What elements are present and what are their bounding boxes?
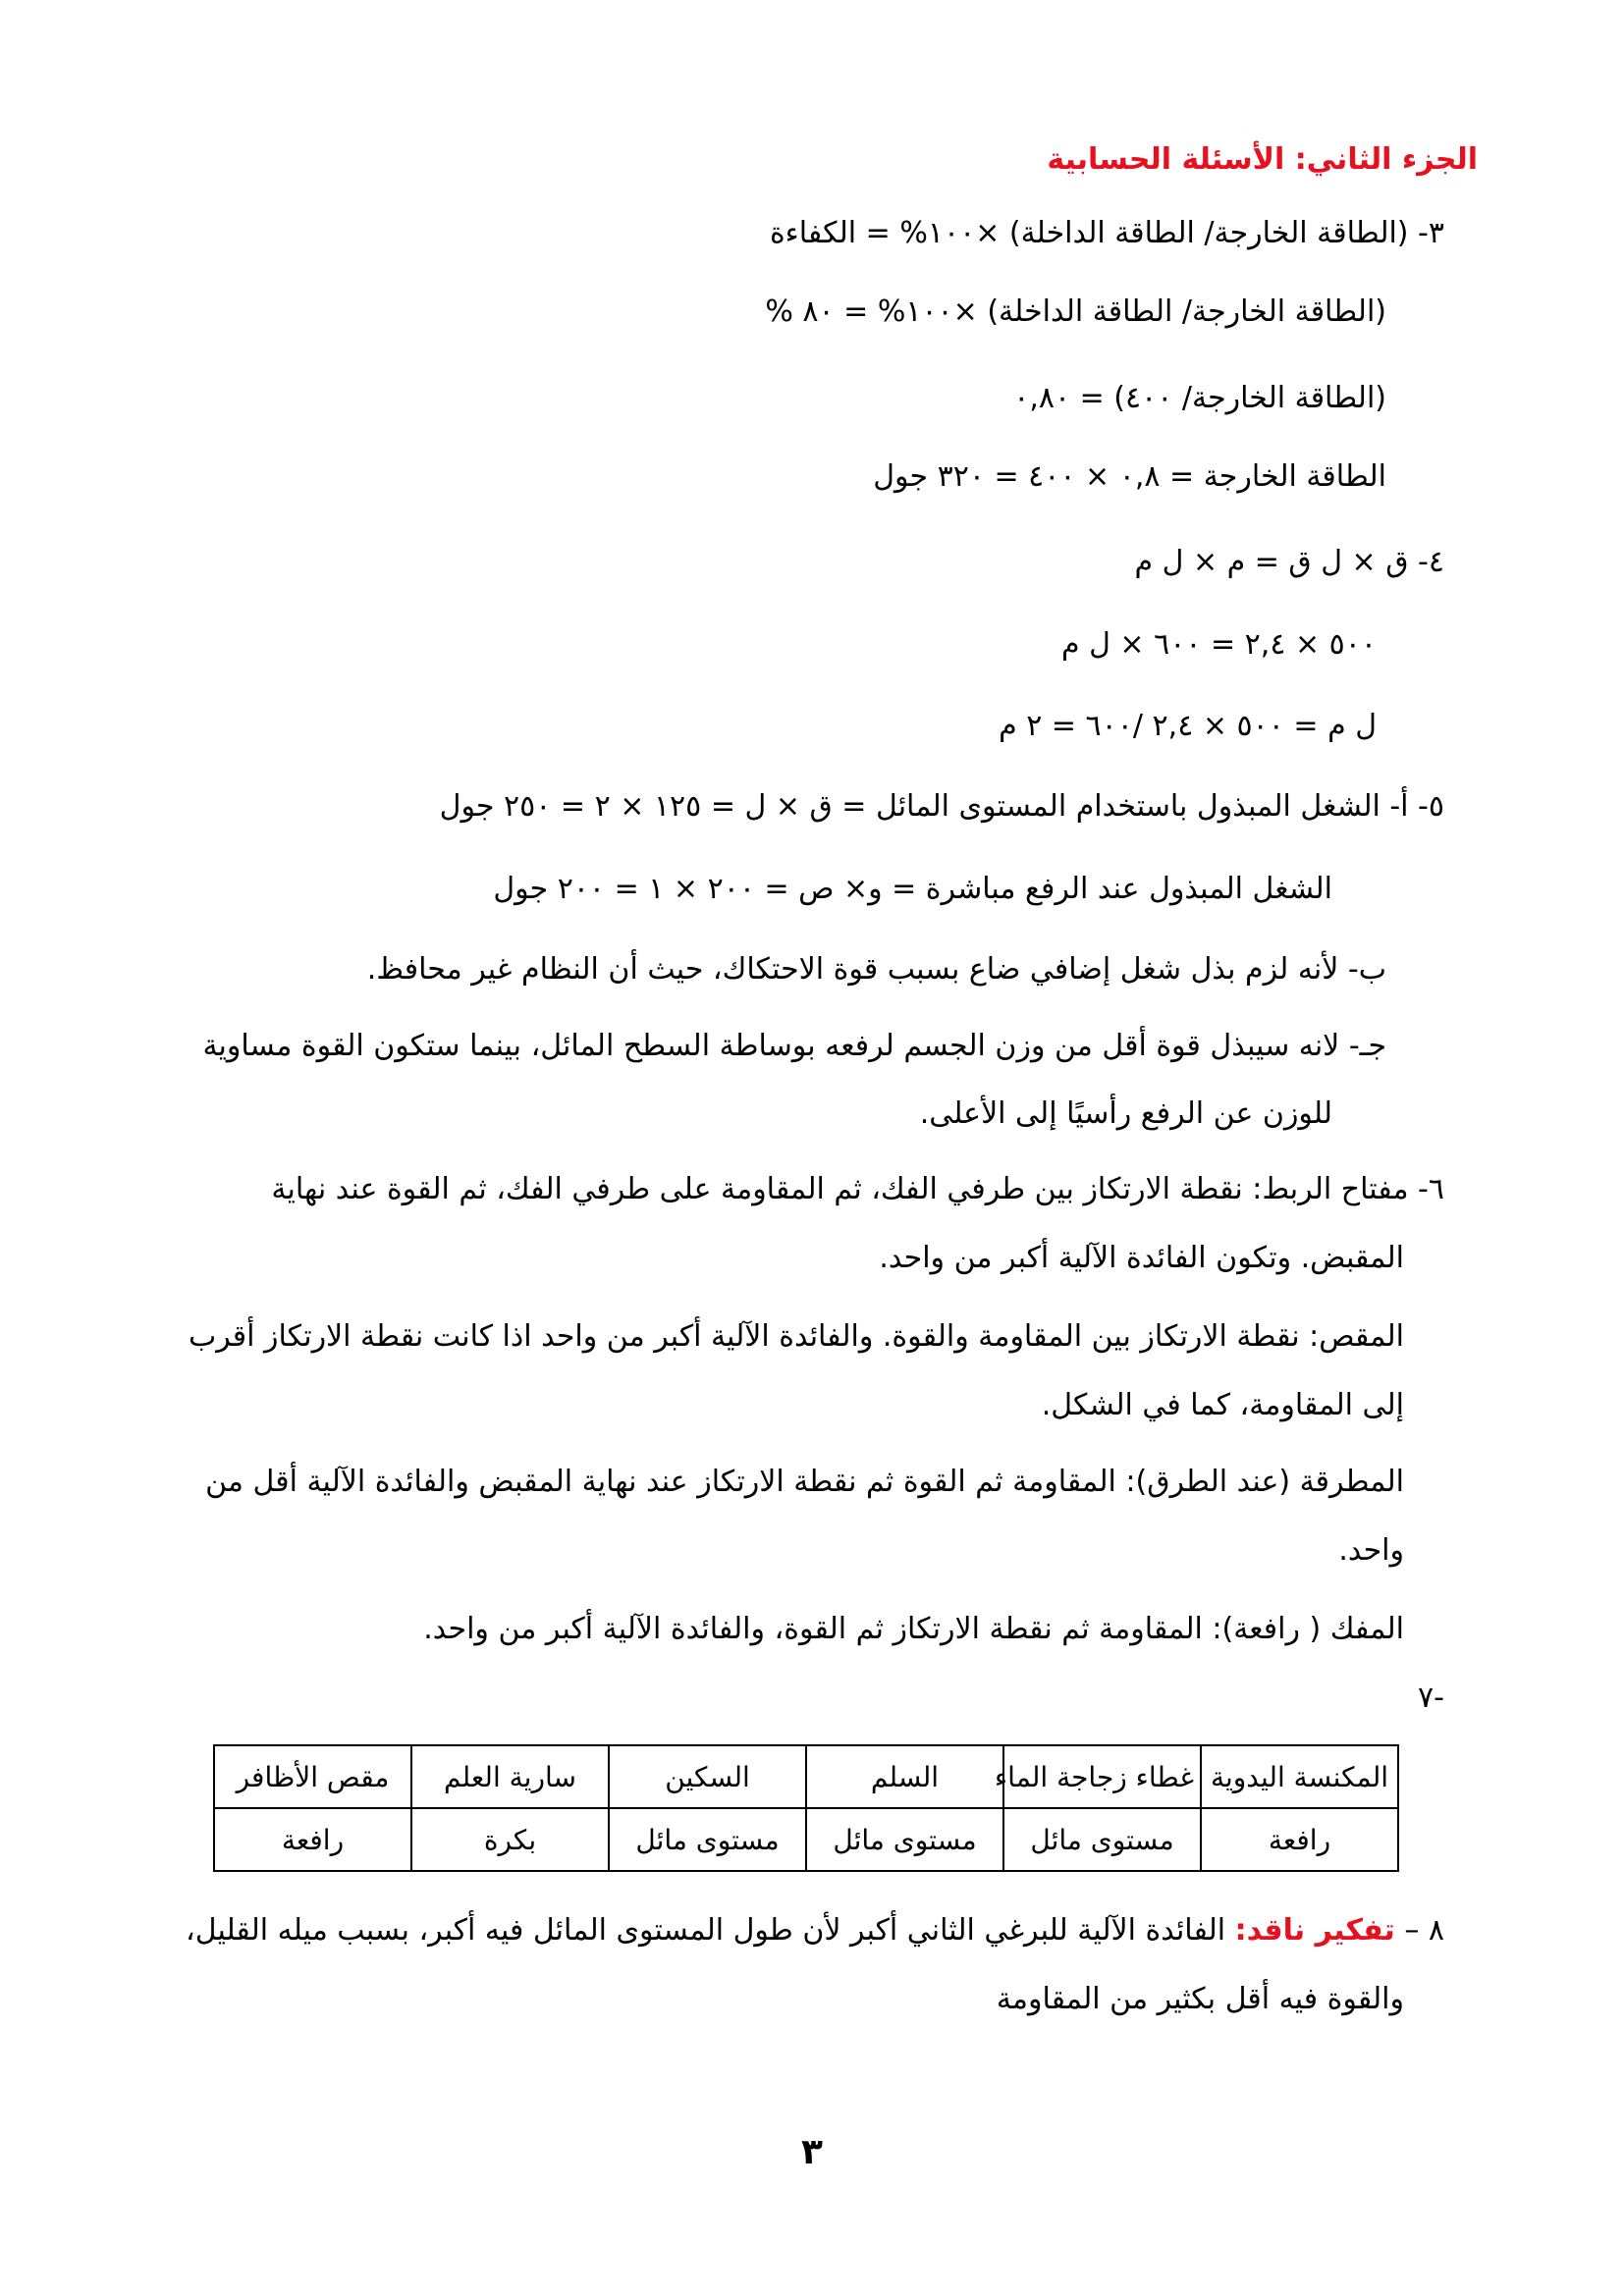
answer-3-line-3: (الطاقة الخارجة/ ٤٠٠) = ٠,٨٠ [1013,381,1386,415]
table-cell: غطاء زجاجة الماء [1003,1745,1201,1808]
section-heading: الجزء الثاني: الأسئلة الحسابية [1047,142,1478,177]
table-cell: سارية العلم [411,1745,609,1808]
answer-6-scissors-line-2: إلى المقاومة، كما في الشكل. [1041,1388,1404,1422]
table-cell: رافعة [214,1808,411,1871]
table-cell: مستوى مائل [609,1808,806,1871]
answer-8-prefix: ٨ – [1394,1913,1444,1948]
answer-6-hammer-line-1: المطرقة (عند الطرق): المقاومة ثم القوة ثم نقطة الارتكاز عند نهاية المقبض والفائدة الآلية أقل من [205,1465,1404,1499]
table-header-row [214,1745,1398,1808]
table-cell: مستوى مائل [806,1808,1003,1871]
page-number: ٣ [801,2132,823,2172]
answer-4-line-3: ل م = ٥٠٠ × ٢,٤ /٦٠٠ = ٢ م [999,709,1377,743]
answer-8-text: الفائدة الآلية للبرغي الثاني أكبر لأن طول المستوى المائل فيه أكبر، بسبب ميله القليل، [186,1913,1235,1948]
critical-thinking-label: تفكير ناقد: [1234,1913,1395,1948]
table-cell: مقص الأظافر [214,1745,411,1808]
answer-5c-line-1: جـ- لانه سيبذل قوة أقل من وزن الجسم لرفعه بوساطة السطح المائل، بينما ستكون القوة مساوية [202,1029,1386,1063]
answer-6-scissors-line-1: المقص: نقطة الارتكاز بين المقاومة والقوة. والفائدة الآلية أكبر من واحد اذا كانت نقطة الارتكاز أقرب [189,1319,1404,1354]
table-row [214,1808,1398,1871]
answer-6-hammer-line-2: واحد. [1338,1533,1404,1568]
answer-3-line-2: (الطاقة الخارجة/ الطاقة الداخلة) ×١٠٠% = ٨٠ % [765,294,1386,329]
answer-5a-line-1: ٥- أ- الشغل المبذول باستخدام المستوى المائل = ق × ل = ١٢٥ × ٢ = ٢٥٠ جول [439,789,1444,824]
answer-3-line-4: الطاقة الخارجة = ٠,٨ × ٤٠٠ = ٣٢٠ جول [873,459,1386,494]
table-cell: بكرة [411,1808,609,1871]
table-cell: مستوى مائل [1003,1808,1201,1871]
machines-table [213,1744,1399,1872]
answer-8-line-1 [186,1911,1444,1950]
table-cell: السكين [609,1745,806,1808]
answer-7-label: ٧- [1418,1681,1444,1715]
answer-4-line-1: ٤- ق × ل ق = م × ل م [1134,545,1444,579]
table-cell: المكنسة اليدوية [1201,1745,1398,1808]
answer-6-wrench-line-2: المقبض. وتكون الفائدة الآلية أكبر من واحد. [879,1241,1404,1275]
answer-5a-line-2: الشغل المبذول عند الرفع مباشرة = و× ص = ٢٠٠ × ١ = ٢٠٠ جول [493,872,1332,906]
answer-4-line-2: ٥٠٠ × ٢,٤ = ٦٠٠ × ل م [1060,627,1377,662]
answer-5c-line-2: للوزن عن الرفع رأسيًا إلى الأعلى. [919,1096,1332,1131]
table-cell: رافعة [1201,1808,1398,1871]
answer-5b: ب- لأنه لزم بذل شغل إضافي ضاع بسبب قوة الاحتكاك، حيث أن النظام غير محافظ. [366,952,1386,987]
answer-3-line-1: ٣- (الطاقة الخارجة/ الطاقة الداخلة) ×١٠٠% = الكفاءة [769,216,1444,250]
answer-6-screwdriver: المفك ( رافعة): المقاومة ثم نقطة الارتكاز ثم القوة، والفائدة الآلية أكبر من واحد. [423,1612,1404,1646]
answer-8-line-2: والقوة فيه أقل بكثير من المقاومة [996,1982,1404,2016]
table-cell: السلم [806,1745,1003,1808]
answer-6-wrench-line-1: ٦- مفتاح الربط: نقطة الارتكاز بين طرفي الفك، ثم المقاومة على طرفي الفك، ثم القوة عند نهاية [271,1172,1444,1206]
